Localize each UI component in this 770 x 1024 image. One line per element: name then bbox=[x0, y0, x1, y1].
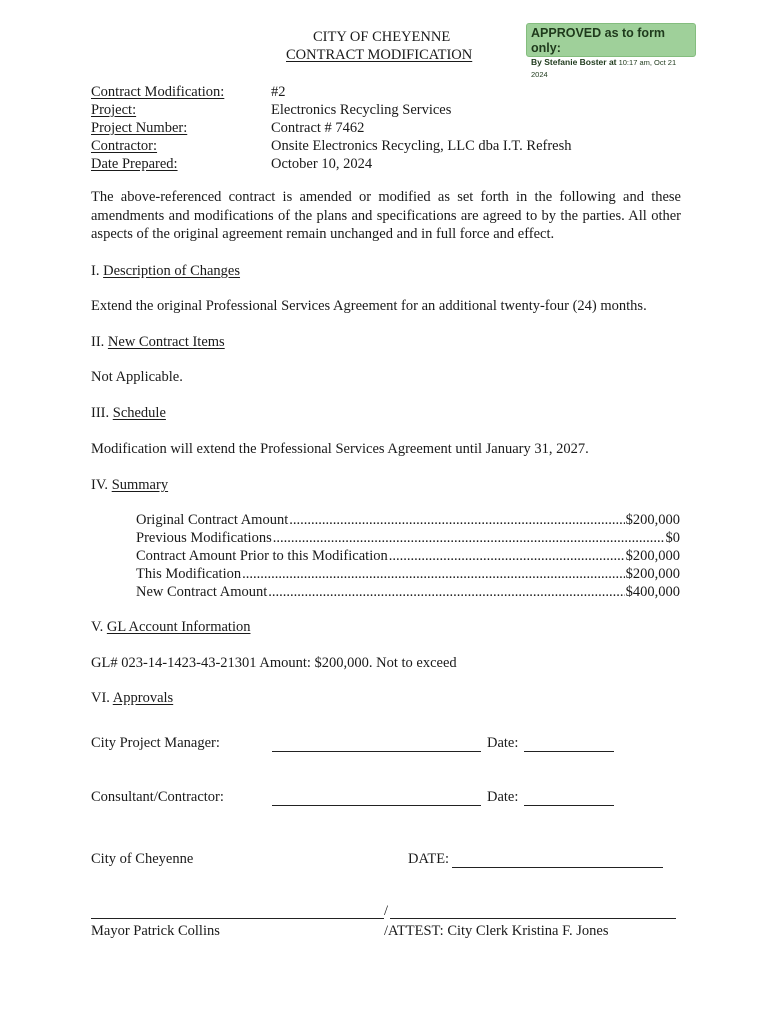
modification-value: #2 bbox=[271, 84, 286, 100]
section-gl-body: GL# 023-14-1423-43-21301 Amount: $200,000. Not to exceed bbox=[91, 655, 457, 671]
project-value: Electronics Recycling Services bbox=[271, 102, 452, 118]
project-number-value: Contract # 7462 bbox=[271, 120, 365, 136]
mayor-name: Mayor Patrick Collins bbox=[91, 923, 220, 939]
section-description-body: Extend the original Professional Services Agreement for an additional twenty-four (24) months. bbox=[91, 298, 647, 314]
project-label: Project: bbox=[91, 102, 137, 118]
consultant-date-line[interactable] bbox=[524, 805, 614, 806]
clerk-name: /ATTEST: City Clerk Kristina F. Jones bbox=[384, 923, 609, 939]
date-prepared-value: October 10, 2024 bbox=[271, 156, 373, 172]
city-date-line[interactable] bbox=[452, 867, 663, 868]
manager-label: City Project Manager: bbox=[91, 735, 220, 751]
date-prepared-label: Date Prepared: bbox=[91, 156, 178, 172]
manager-date-line[interactable] bbox=[524, 751, 614, 752]
section-approvals-heading: VI. Approvals bbox=[91, 690, 174, 706]
mayor-signature-line[interactable] bbox=[91, 918, 384, 919]
intro-paragraph: The above-referenced contract is amended or modified as set forth in the following and these amendments and modifications of the plans and specifications are agreed to by the parties. All other aspects of the original agreement remain unchanged and in full force and effect. bbox=[91, 189, 681, 242]
city-date-label: DATE: bbox=[408, 851, 450, 867]
clerk-signature-line[interactable] bbox=[390, 918, 676, 919]
stamp-detail: By Stefanie Boster at 10:17 am, Oct 21 2024 bbox=[531, 57, 677, 79]
section-new-items-body: Not Applicable. bbox=[91, 369, 183, 385]
summary-row: This Modification ..... $200,000 bbox=[136, 566, 680, 583]
section-schedule-body: Modification will extend the Professional Services Agreement until January 31, 2027. bbox=[91, 441, 589, 457]
summary-row: Previous Modifications ..... $0 bbox=[136, 530, 680, 547]
section-gl-heading: V. GL Account Information bbox=[91, 619, 251, 635]
consultant-date-label: Date: bbox=[487, 789, 519, 805]
manager-signature-line[interactable] bbox=[272, 751, 481, 752]
summary-row: Contract Amount Prior to this Modification ..... $200,000 bbox=[136, 548, 680, 565]
summary-row: Original Contract Amount ..... $200,000 bbox=[136, 512, 680, 529]
document-title: CITY OF CHEYENNE bbox=[313, 29, 451, 45]
modification-label: Contract Modification: bbox=[91, 84, 225, 100]
project-number-label: Project Number: bbox=[91, 120, 188, 136]
consultant-signature-line[interactable] bbox=[272, 805, 481, 806]
stamp-title: APPROVED as to form only: bbox=[531, 26, 666, 55]
contractor-value: Onsite Electronics Recycling, LLC dba I.T. Refresh bbox=[271, 138, 572, 154]
consultant-label: Consultant/Contractor: bbox=[91, 789, 224, 805]
section-new-items-heading: II. New Contract Items bbox=[91, 334, 225, 350]
approval-stamp bbox=[526, 23, 696, 79]
summary-row: New Contract Amount ..... $400,000 bbox=[136, 584, 680, 601]
contractor-label: Contractor: bbox=[91, 138, 158, 154]
section-description-heading: I. Description of Changes bbox=[91, 263, 241, 279]
city-label: City of Cheyenne bbox=[91, 851, 194, 867]
manager-date-label: Date: bbox=[487, 735, 519, 751]
section-schedule-heading: III. Schedule bbox=[91, 405, 166, 421]
document-subtitle: CONTRACT MODIFICATION bbox=[286, 47, 473, 63]
signature-separator: / bbox=[384, 903, 389, 919]
section-summary-heading: IV. Summary bbox=[91, 477, 169, 493]
